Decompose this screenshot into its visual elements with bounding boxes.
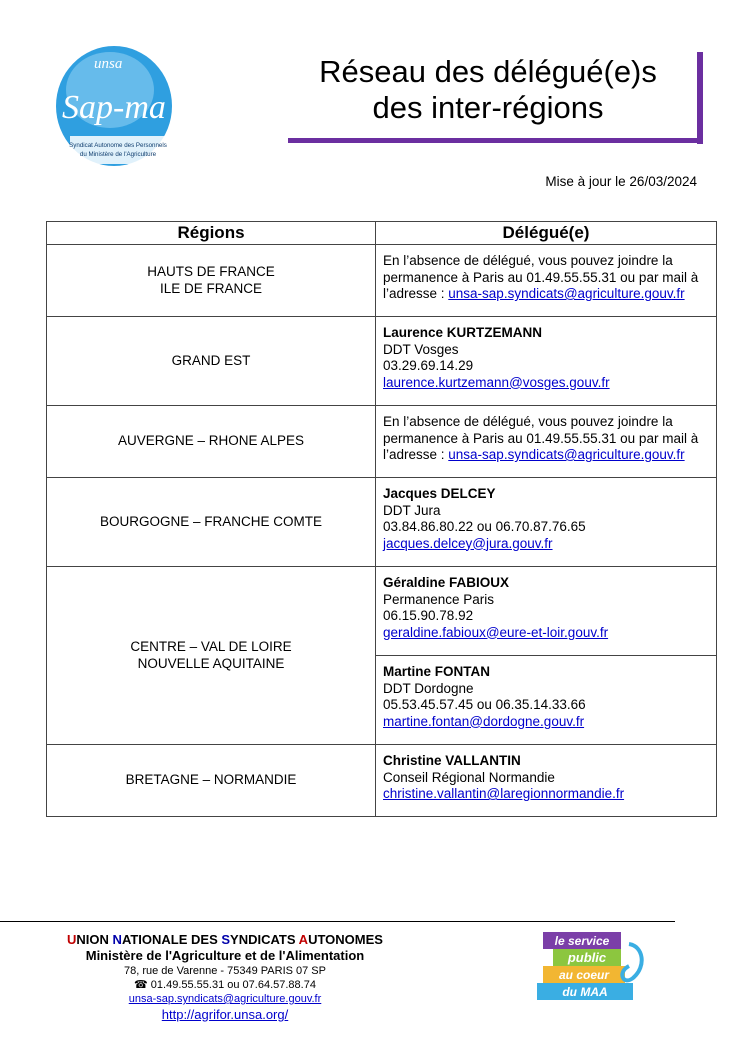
region-name: CENTRE – VAL DE LOIRE (130, 639, 292, 654)
delegate-phone: 06.15.90.78.92 (383, 608, 474, 623)
header-delegate: Délégué(e) (376, 222, 717, 245)
region-name: BRETAGNE – NORMANDIE (125, 772, 297, 788)
table-row (47, 317, 717, 406)
delegate-name: Martine FONTAN (383, 664, 490, 679)
title-line2: des inter-régions (372, 90, 604, 125)
email-link[interactable]: jacques.delcey@jura.gouv.fr (383, 535, 553, 551)
region-name: NOUVELLE AQUITAINE (137, 655, 285, 671)
delegate-phone: 03.29.69.14.29 (383, 358, 474, 373)
logo-line2: du Ministère de l'Agriculture (79, 151, 157, 158)
email-link[interactable]: unsa-sap.syndicats@agriculture.gouv.fr (448, 286, 685, 301)
badge-line1: le service (554, 934, 610, 948)
title-bar-horizontal (288, 138, 703, 143)
header-regions: Régions (47, 222, 376, 245)
phone: ☎ 01.49.55.55.31 ou 07.64.57.88.74 (134, 979, 316, 991)
table-row (47, 567, 717, 656)
region-cell (47, 245, 376, 317)
delegate-cell (376, 656, 717, 745)
region-cell (47, 406, 376, 478)
absence-text: En l’absence de délégué, vous pouvez joindre la permanence à Paris au 01.49.55.55.31 ou par mail à l’adresse : (383, 414, 699, 462)
delegate-cell (376, 745, 717, 817)
delegates-table (46, 221, 717, 817)
email-link[interactable]: geraldine.fabioux@eure-et-loir.gouv.fr (383, 624, 609, 640)
title-bar-vertical (697, 52, 703, 144)
address: 78, rue de Varenne - 75349 PARIS 07 SP (123, 965, 326, 977)
delegate-cell (376, 317, 717, 406)
union-name-part: N (112, 932, 122, 947)
delegate-org: DDT Dordogne (383, 680, 474, 696)
badge-line2: public (567, 950, 607, 965)
service-public-badge (537, 932, 652, 1002)
union-name-part: NION (76, 932, 113, 947)
union-name-part: S (221, 932, 231, 947)
delegate-cell (376, 406, 717, 478)
union-name-part: YNDICATS (230, 932, 299, 947)
union-name-part: A (298, 932, 309, 947)
region-cell (47, 745, 376, 817)
table-row (47, 745, 717, 817)
union-name-part: UTONOMES (308, 932, 383, 947)
website-link[interactable]: http://agrifor.unsa.org/ (161, 1007, 289, 1022)
logo-line1: Syndicat Autonome des Personnels (69, 142, 167, 149)
update-date: Mise à jour le 26/03/2024 (545, 174, 697, 189)
union-name (50, 932, 400, 948)
delegate-org: DDT Jura (383, 502, 441, 518)
region-name: HAUTS DE FRANCE (147, 264, 275, 279)
sapma-logo (52, 44, 184, 172)
delegate-cell (376, 245, 717, 317)
delegate-phone: 03.84.86.80.22 ou 06.70.87.76.65 (383, 519, 586, 534)
delegate-name: Géraldine FABIOUX (383, 575, 510, 590)
badge-line4: du MAA (562, 985, 608, 999)
union-name-part: U (67, 932, 77, 947)
union-name-part: ATIONALE DES (121, 932, 222, 947)
absence-text: En l’absence de délégué, vous pouvez joindre la permanence à Paris au 01.49.55.55.31 ou par mail à l’adresse : (383, 253, 699, 301)
region-cell (47, 478, 376, 567)
ministry-name: Ministère de l'Agriculture et de l'Alimentation (85, 948, 365, 963)
delegate-cell (376, 567, 717, 656)
email-link[interactable]: unsa-sap.syndicats@agriculture.gouv.fr (448, 447, 685, 462)
footer (50, 932, 400, 1023)
email-link[interactable]: laurence.kurtzemann@vosges.gouv.fr (383, 374, 610, 390)
delegate-name: Christine VALLANTIN (383, 753, 521, 768)
delegate-org: Permanence Paris (383, 591, 495, 607)
region-name: BOURGOGNE – FRANCHE COMTE (99, 513, 323, 529)
delegate-org: Conseil Régional Normandie (383, 769, 555, 785)
region-name: AUVERGNE – RHONE ALPES (117, 433, 305, 449)
page-title (288, 54, 688, 126)
email-link[interactable]: martine.fontan@dordogne.gouv.fr (383, 713, 585, 729)
delegate-name: Jacques DELCEY (383, 486, 496, 501)
table-row (47, 478, 717, 567)
email-link[interactable]: christine.vallantin@laregionnormandie.fr (383, 786, 625, 801)
delegate-cell (376, 478, 717, 567)
table-row (47, 406, 717, 478)
logo-main-text: Sap-ma (62, 89, 166, 126)
region-cell (47, 317, 376, 406)
footer-divider (0, 921, 675, 922)
title-line1: Réseau des délégué(e)s (319, 54, 657, 89)
table-header-row (47, 222, 717, 245)
region-name: GRAND EST (171, 352, 251, 368)
region-name: ILE DE FRANCE (159, 280, 263, 296)
delegate-name: Laurence KURTZEMANN (383, 325, 543, 340)
footer-email-link[interactable]: unsa-sap.syndicats@agriculture.gouv.fr (128, 993, 322, 1005)
delegate-phone: 05.53.45.57.45 ou 06.35.14.33.66 (383, 697, 586, 712)
logo-top-text: unsa (94, 56, 123, 72)
badge-line3: au coeur (558, 968, 610, 982)
region-cell (47, 567, 376, 745)
delegate-org: DDT Vosges (383, 341, 459, 357)
table-row (47, 245, 717, 317)
